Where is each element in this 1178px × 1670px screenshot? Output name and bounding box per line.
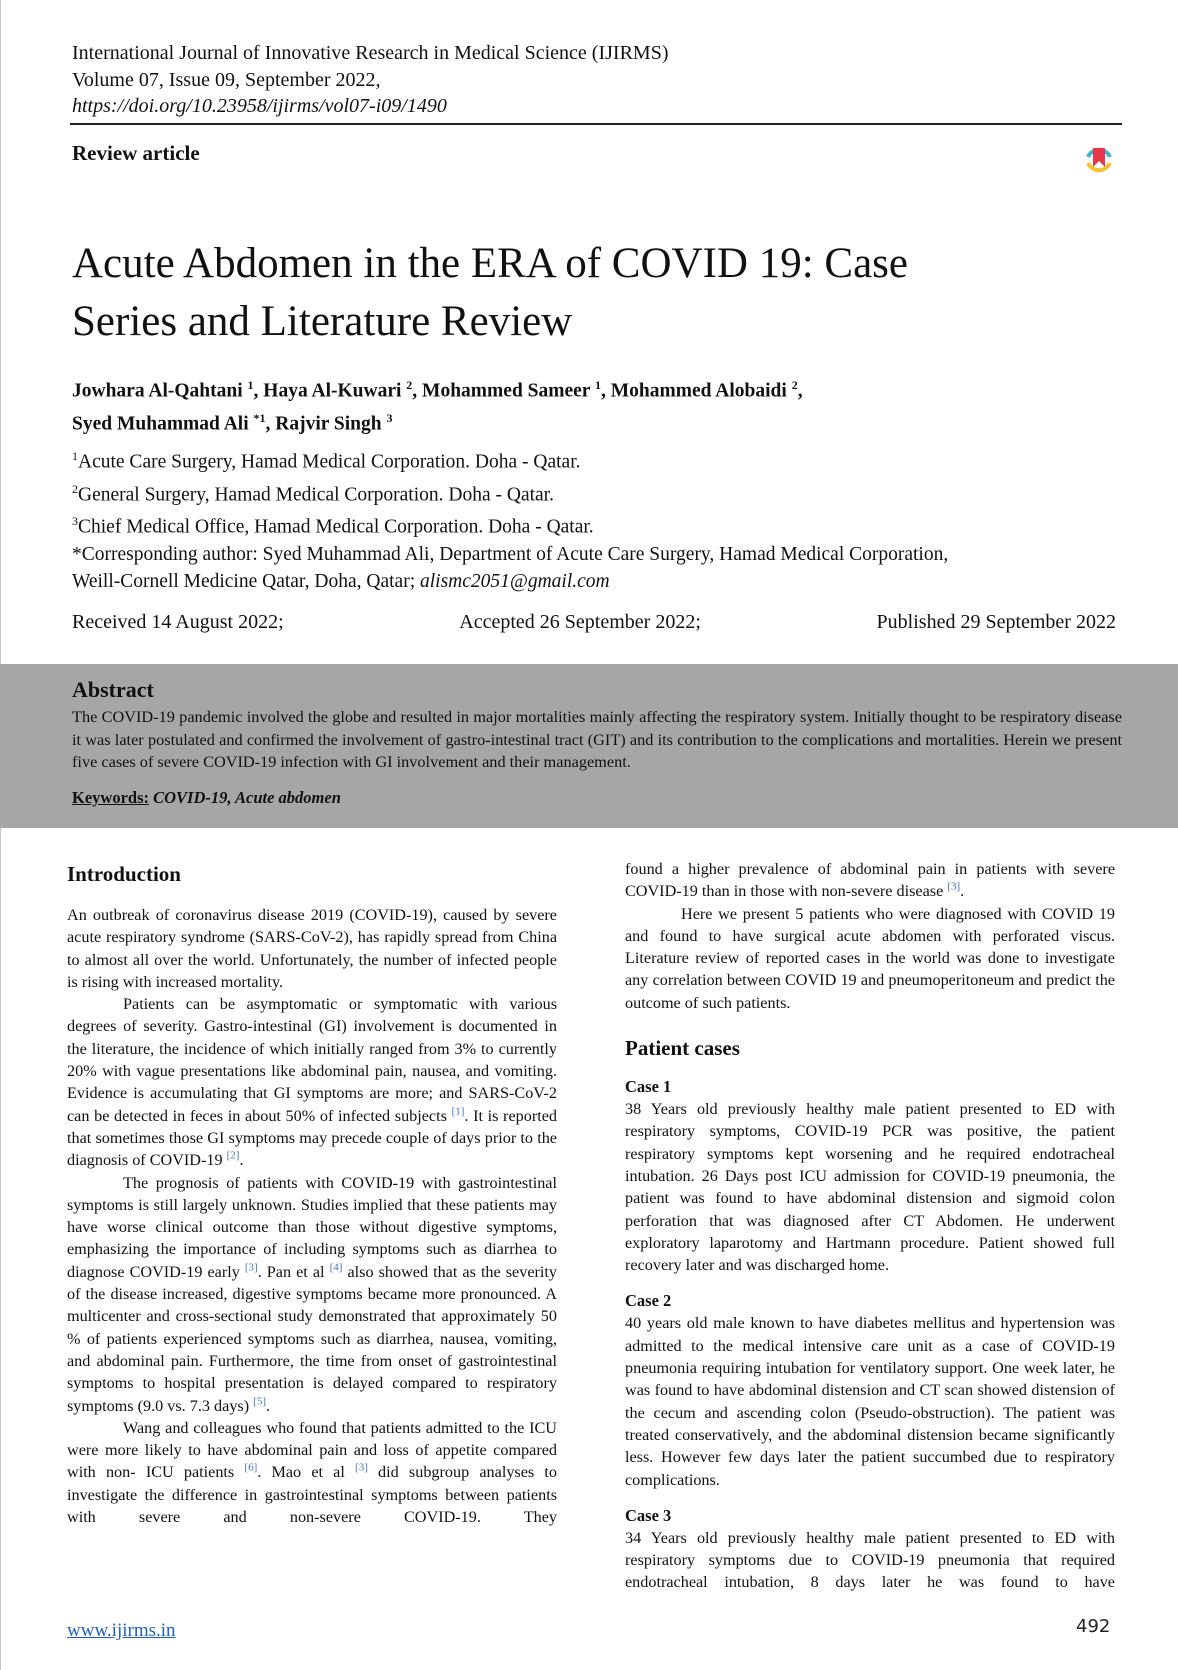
author-separator: , — [265, 413, 276, 434]
affiliation-mark: 1 — [72, 449, 78, 463]
case-1-heading: Case 1 — [625, 1077, 672, 1097]
author-name: Jowhara Al-Qahtani — [72, 380, 243, 402]
citation-link[interactable]: [1] — [451, 1105, 465, 1118]
affiliation-item — [72, 508, 594, 541]
paragraph-text: . — [265, 1396, 271, 1415]
paragraph-text: found a higher prevalence of abdominal pain in patients with severe COVID-19 than in those with non-severe disease — [625, 860, 1115, 901]
author-affiliation-mark: 1 — [247, 378, 254, 392]
corresponding-email[interactable]: alismc2051@gmail.com — [419, 571, 610, 592]
case-2-text: 40 years old male known to have diabetes mellitus and hypertension was admitted to the medical intensive care unit as a case of COVID-19 pneumonia requiring intubation for ventilatory support. One week later, he was found to have abdominal distension and CT scan showed distension of the cecum and ascending colon (Pseudo-obstruction). The patient was treated conservatively, and the abdominal distension became significantly less. However few days later the patient succumbed due to respiratory complications. — [625, 1314, 1115, 1489]
author-line-2 — [72, 405, 1132, 438]
author-name: Syed Muhammad Ali — [72, 413, 249, 434]
author-name: Rajvir Singh — [275, 413, 382, 434]
paragraph-text: also showed that as the severity of the disease increased, digestive symptoms became more pronounced. A multicenter and cross-sectional study demonstrated that approximately 50 % of patients experienced symptoms such as diarrhea, nausea, vomiting, and abdominal pain. Furthermore, the time from onset of gastrointestinal symptoms to hospital presentation is delayed compared to respiratory symptoms (9.0 vs. 7.3 days) — [67, 1262, 558, 1415]
paragraph-text: . — [960, 882, 965, 901]
affiliation-item — [72, 476, 594, 509]
citation-link[interactable]: [5] — [253, 1395, 266, 1408]
page-number: 492 — [1076, 1616, 1111, 1637]
paragraph-text: Patients can be asymptomatic or symptomatic with various degrees of severity. Gastro-intestinal (GI) involvement is documented in the literature, the incidence of which initially ranged from 3% to currently 20% with vague presentations like abdominal pain, nausea, and vomiting. Evidence is accumulating that GI symptoms are more; and SARS-CoV-2 can be detected in feces in about 50% of infected subjects — [67, 995, 557, 1125]
affiliation-text: Chief Medical Office, Hamad Medical Corporation. Doha - Qatar. — [78, 516, 594, 538]
paragraph-text: . It is reported that sometimes those GI symptoms may precede couple of days prior to the diagnosis of COVID-19 — [67, 1106, 557, 1170]
intro-paragraph-2 — [67, 993, 557, 1171]
journal-issue: Volume 07, Issue 09, September 2022, — [72, 68, 381, 91]
accepted-date: Accepted 26 September 2022; — [459, 611, 701, 633]
introduction-heading: Introduction — [67, 862, 181, 886]
intro-paragraph-4-continued — [625, 858, 1115, 903]
left-column — [67, 860, 557, 1528]
right-column — [625, 858, 1115, 1594]
paragraph-text: . Mao et al — [257, 1463, 356, 1482]
corresponding-institution: Weill-Cornell Medicine Qatar, Doha, Qatar; — [72, 571, 420, 592]
intro-paragraph-1: An outbreak of coronavirus disease 2019 (COVID-19), caused by severe acute respiratory syndrome (SARS-CoV-2), has rapidly spread from China to almost all over the world. Unfortunately, the number of infected people is rising with increased mortality. — [67, 906, 557, 991]
citation-link[interactable]: [3] — [244, 1261, 258, 1274]
received-date: Received 14 August 2022; — [72, 611, 284, 633]
citation-link[interactable]: [2] — [226, 1149, 240, 1162]
article-type: Review article — [72, 141, 200, 165]
author-affiliation-mark: 2 — [406, 378, 413, 392]
corresponding-line-1: *Corresponding author: Syed Muhammad Ali, Department of Acute Care Surgery, Hamad Medical Corporation, — [72, 544, 949, 565]
affiliation-mark: 2 — [72, 481, 78, 496]
author-affiliation-mark: 2 — [791, 378, 798, 392]
keywords — [72, 788, 341, 808]
title-line-2: Series and Literature Review — [72, 298, 573, 345]
page-left-border — [0, 0, 1, 1670]
paragraph-text: did subgroup analyses to investigate the difference in gastrointestinal symptoms between patients with severe and non-severe COVID-19. They — [67, 1463, 557, 1527]
intro-paragraph-4 — [67, 1417, 557, 1528]
case-1-text: 38 Years old previously healthy male patient presented to ED with respiratory symptoms, COVID-19 PCR was positive, the patient respiratory symptoms kept worsening and he required endotracheal intubation. 26 Days post ICU admission for COVID-19 pneumonia, the patient was found to have abdominal distension and sigmoid colon perforation that was diagnosed after CT Abdomen. He underwent exploratory laparotomy and Hartmann procedure. Patient showed full recovery later and was discharged home. — [625, 1100, 1115, 1275]
author-affiliation-mark: 3 — [386, 410, 393, 425]
citation-link[interactable]: [3] — [947, 880, 961, 893]
doi-link[interactable]: https://doi.org/10.23958/ijirms/vol07-i09/1490 — [72, 95, 447, 117]
corresponding-author — [72, 541, 1142, 595]
author-name: Haya Al-Kuwari — [263, 380, 402, 402]
paragraph-text: Wang and colleagues who found that patients admitted to the ICU were more likely to have abdominal pain and loss of appetite compared with non- ICU patients — [67, 1418, 557, 1482]
title-line-1: Acute Abdomen in the ERA of COVID 19: Case — [72, 240, 909, 287]
header-divider — [70, 123, 1122, 125]
crossmark-ring-bottom — [1088, 163, 1110, 170]
abstract-text: The COVID-19 pandemic involved the globe and resulted in major mortalities mainly affecting the respiratory system. Initially thought to be respiratory disease it was later postulated and confirmed the involvement of gastro-intestinal tract (GIT) and its contribution to the complications and mortalities. Herein we present five cases of severe COVID-19 infection with GI involvement and their management. — [72, 707, 1122, 771]
corresponding-line-2 — [72, 568, 1142, 595]
abstract-heading: Abstract — [72, 677, 154, 702]
keywords-label: Keywords: — [72, 788, 149, 807]
journal-website-link[interactable]: www.ijirms.in — [67, 1620, 176, 1641]
journal-header — [72, 40, 668, 120]
author-separator: , — [253, 380, 264, 402]
author-affiliation-mark: 1 — [595, 378, 601, 392]
author-list — [72, 372, 1132, 437]
publication-dates — [72, 611, 1116, 634]
paragraph-text: . — [239, 1151, 244, 1170]
author-name: Mohammed Alobaidi — [610, 380, 787, 402]
intro-paragraph-3 — [67, 1172, 557, 1417]
citation-link[interactable]: [4] — [329, 1261, 343, 1274]
keywords-values: COVID-19, Acute abdomen — [149, 788, 341, 807]
author-affiliation-mark: *1 — [253, 410, 266, 425]
author-separator: , — [797, 380, 803, 402]
crossmark-bookmark — [1093, 148, 1105, 167]
paragraph-text: The prognosis of patients with COVID-19 with gastrointestinal symptoms is still largely unknown. Studies implied that these patients may have worse clinical outcome than those without digestive symptoms, emphasizing the importance of including symptoms such as diarrhea to diagnose COVID-19 early — [67, 1173, 557, 1281]
affiliation-item — [72, 443, 594, 476]
affiliation-mark: 3 — [72, 514, 78, 528]
citation-link[interactable]: [3] — [355, 1462, 368, 1475]
affiliation-text: Acute Care Surgery, Hamad Medical Corporation. Doha - Qatar. — [78, 451, 581, 473]
author-line-1 — [72, 372, 1132, 405]
published-date: Published 29 September 2022 — [876, 611, 1116, 633]
author-name: Mohammed Sameer — [422, 380, 591, 402]
case-3-text: 34 Years old previously healthy male patient presented to ED with respiratory symptoms due to COVID-19 pneumonia that required endotracheal intubation, 8 days later he was found to have — [625, 1528, 1115, 1592]
paragraph-text: . Pan et al — [257, 1262, 330, 1281]
affiliations — [72, 443, 594, 541]
citation-link[interactable]: [6] — [244, 1462, 258, 1475]
journal-name: International Journal of Innovative Research in Medical Science (IJIRMS) — [72, 42, 669, 64]
case-2-heading: Case 2 — [625, 1291, 672, 1311]
crossmark-bookmark-icon[interactable] — [1082, 140, 1116, 178]
author-separator: , — [412, 380, 423, 402]
article-title — [72, 235, 1132, 351]
patient-cases-heading: Patient cases — [625, 1036, 740, 1061]
affiliation-text: General Surgery, Hamad Medical Corporation. Doha - Qatar. — [78, 484, 554, 505]
case-3-heading: Case 3 — [625, 1505, 672, 1525]
author-separator: , — [601, 380, 611, 402]
intro-paragraph-5: Here we present 5 patients who were diagnosed with COVID 19 and found to have surgical acute abdomen with perforated viscus. Literature review of reported cases in the world was done to investigate any correlation between COVID 19 and pneumoperitoneum and predict the outcome of such patients. — [625, 904, 1115, 1012]
